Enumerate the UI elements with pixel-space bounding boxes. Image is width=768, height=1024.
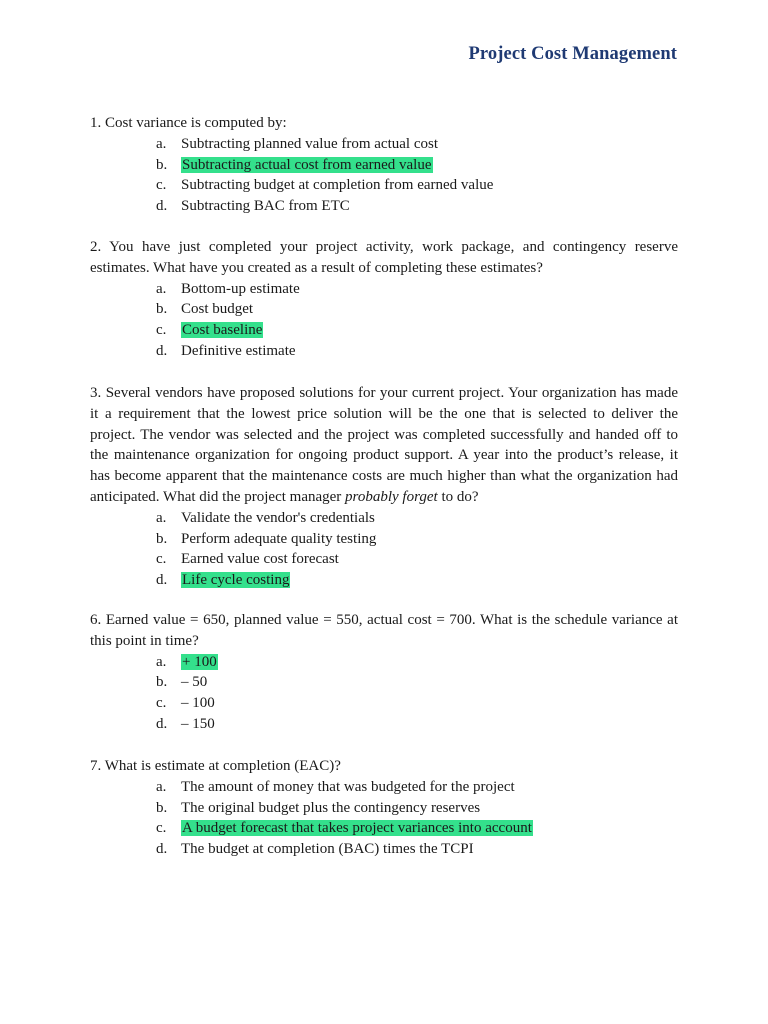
option-a [90,508,678,529]
question-stem: 6. Earned value = 650, planned value = 550, actual cost = 700. What is the schedule variance at this point in time? [90,612,678,649]
option-text: Subtracting budget at completion from earned value [181,177,494,194]
option-text: Earned value cost forecast [181,551,339,568]
option-letter: b. [156,156,168,173]
option-text: – 100 [181,695,215,712]
option-letter: a. [156,135,167,152]
option-text: Subtracting BAC from ETC [181,198,350,215]
option-c [90,320,678,341]
option-letter: d. [156,342,168,359]
stem-emphasis: probably forget [345,488,438,505]
option-a [90,652,678,673]
option-text: Perform adequate quality testing [181,530,377,547]
option-d [90,714,678,735]
option-letter: d. [156,198,168,215]
option-letter: a. [156,653,167,670]
option-b [90,529,678,550]
question-stem: 1. Cost variance is computed by: [90,115,287,131]
option-text: The amount of money that was budgeted for the project [181,778,515,795]
option-text-highlighted: Life cycle costing [182,572,290,589]
option-d [90,839,678,860]
question-stem [90,383,678,508]
option-c [90,549,678,570]
answer-options [90,652,678,735]
option-text: – 50 [181,674,208,691]
option-letter: d. [156,572,168,589]
option-letter: a. [156,509,167,526]
page-title: Project Cost Management [468,44,677,64]
answer-options [90,508,678,591]
option-b [90,155,678,176]
option-text: Definitive estimate [181,342,296,359]
answer-options [90,279,678,362]
option-text: Subtracting planned value from actual cost [181,135,438,152]
option-c [90,175,678,196]
option-text-highlighted: A budget forecast that takes project variances into account [182,820,532,837]
option-b [90,798,678,819]
option-text-highlighted: Cost baseline [182,322,263,339]
option-letter: d. [156,841,168,858]
question-7 [90,756,678,860]
option-letter: d. [156,715,168,732]
option-a [90,777,678,798]
option-letter: b. [156,301,168,318]
stem-text: 3. Several vendors have proposed solutions for your current project. Your organization has made it a requirement that the lowest price solution will be the one that is selected to deliver the project. The vendor was selected and the project was completed successfully and handed off to the maintenance organization for ongoing product support. A year into the product’s release, it has become apparent that the maintenance costs are much higher than what the organization had anticipated. What did the project manager [90,385,678,505]
option-letter: c. [156,551,167,568]
question-stem: 7. What is estimate at completion (EAC)? [90,758,341,774]
option-letter: b. [156,799,168,816]
option-b [90,299,678,320]
question-stem: 2. You have just completed your project activity, work package, and contingency reserve estimates. What have you created as a result of completing these estimates? [90,239,678,276]
option-text: Validate the vendor's credentials [181,509,375,526]
question-3 [90,383,678,591]
option-text: Bottom-up estimate [181,280,300,297]
option-b [90,672,678,693]
answer-options [90,134,678,217]
option-letter: c. [156,177,167,194]
option-letter: c. [156,322,167,339]
option-c [90,818,678,839]
option-letter: c. [156,820,167,837]
option-letter: b. [156,674,168,691]
option-text-highlighted: + 100 [182,653,217,670]
option-c [90,693,678,714]
option-letter: b. [156,530,168,547]
option-text: Cost budget [181,301,254,318]
option-text: The original budget plus the contingency reserves [181,799,481,816]
option-a [90,134,678,155]
option-letter: c. [156,695,167,712]
stem-text: to do? [437,488,479,505]
option-text-highlighted: Subtracting actual cost from earned value [182,156,432,173]
question-6 [90,610,678,735]
option-text: The budget at completion (BAC) times the TCPI [181,841,474,858]
question-2 [90,237,678,362]
option-text: – 150 [181,715,215,732]
option-letter: a. [156,778,167,795]
question-1 [90,113,678,217]
option-d [90,570,678,591]
option-letter: a. [156,280,167,297]
option-d [90,196,678,217]
option-a [90,279,678,300]
option-d [90,341,678,362]
answer-options [90,777,678,860]
